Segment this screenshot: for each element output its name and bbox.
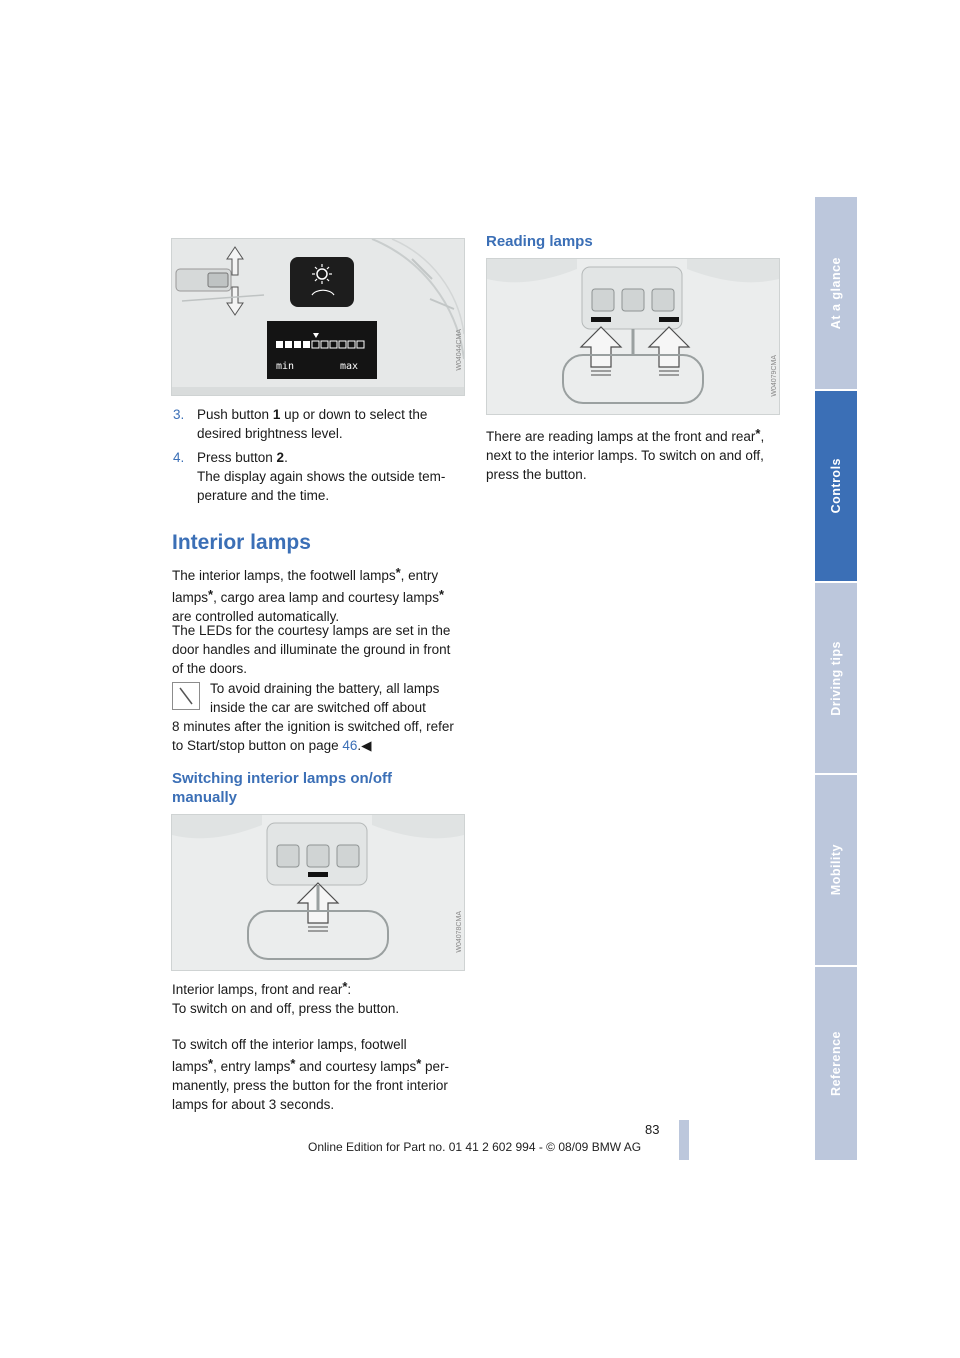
battery-note: To avoid draining the battery, all lamps inside the car are switched off about [210, 681, 440, 715]
interior-lamps-caption: Interior lamps, front and rear*: To switch on and off, press the button. [172, 979, 400, 1016]
reading-lamp-illustration [487, 259, 779, 414]
reading-lamps-paragraph: There are reading lamps at the front and rear*, next to the interior lamps. To switch on and off, press the button. [486, 426, 765, 482]
interior-lamps-paragraph: The interior lamps, the footwell lamps*, entry lamps*, cargo area lamp and courtesy lamps* are controlled automatically. [172, 565, 445, 624]
footer-text: Online Edition for Part no. 01 41 2 602 994 - © 08/09 BMW AG [308, 1140, 642, 1154]
display-min-label: min [276, 361, 295, 372]
figure-code: W04079CMA [771, 355, 778, 397]
tab-controls[interactable]: Controls [815, 391, 857, 581]
figure-code: W04078CMA [456, 911, 463, 953]
figure-code: W04044CMA [456, 329, 463, 371]
brightness-illustration [172, 239, 464, 395]
button-ref: 1 [272, 407, 281, 422]
step-text: Press button [197, 450, 277, 465]
step-text: desired brightness level. [197, 426, 343, 441]
interior-lamps-heading: Interior lamps [172, 531, 311, 554]
brightness-figure [171, 238, 465, 396]
courtesy-lamps-paragraph: The LEDs for the courtesy lamps are set in the door handles and illuminate the ground in front of the doors. [172, 623, 451, 676]
switching-heading: Switching interior lamps on/off manually [172, 770, 393, 806]
note-icon [172, 682, 200, 710]
tab-reference[interactable]: Reference [815, 967, 857, 1160]
step-text: Push button [197, 407, 273, 422]
tab-mobility[interactable]: Mobility [815, 775, 857, 965]
interior-lamp-illustration [172, 815, 464, 970]
step-text: up or down to select the [280, 407, 428, 422]
tab-driving-tips[interactable]: Driving tips [815, 583, 857, 773]
step-number: 4. [173, 450, 185, 465]
step-text: perature and the time. [197, 488, 330, 503]
tab-at-a-glance[interactable]: At a glance [815, 197, 857, 389]
page-number: 83 [645, 1122, 660, 1137]
battery-note-cont: 8 minutes after the ignition is switched off, refer to Start/stop button on page 46.◀ [172, 719, 454, 753]
reading-lamp-figure [486, 258, 780, 415]
interior-lamp-figure [171, 814, 465, 971]
step-number: 3. [173, 407, 185, 422]
reading-lamps-heading: Reading lamps [486, 233, 593, 250]
step-text: The display again shows the outside tem- [197, 469, 446, 484]
display-max-label: max [340, 361, 359, 372]
step-3 [173, 405, 468, 443]
button-ref: 2 [276, 450, 285, 465]
step-4 [173, 448, 468, 505]
step-text: . [284, 450, 288, 465]
page-link[interactable]: 46 [342, 738, 358, 753]
page-marker [679, 1120, 689, 1160]
switch-off-paragraph: To switch off the interior lamps, footwell lamps*, entry lamps* and courtesy lamps* per- manently, press the button for the front interior lamps for about 3 seconds. [172, 1037, 450, 1112]
